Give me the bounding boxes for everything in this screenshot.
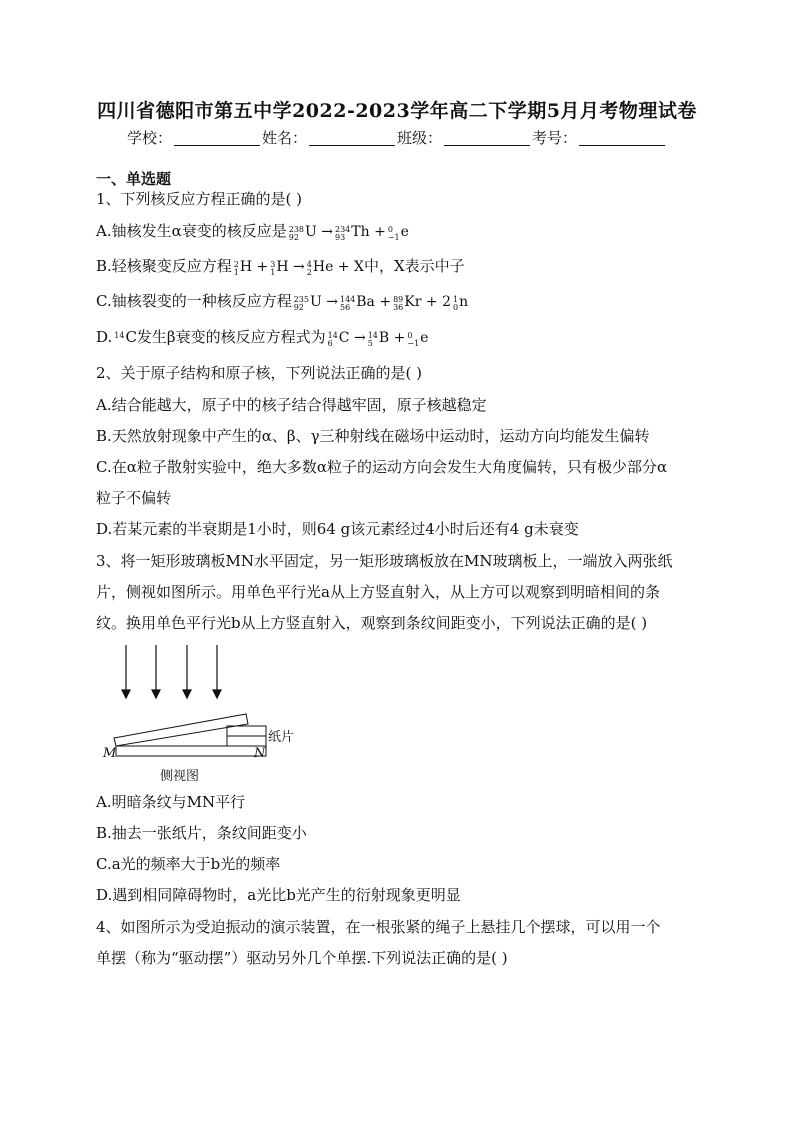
q1-option-d: D. 14 C发生β衰变的核反应方程式为 14 6 C → 14 5 B + 0 −1 e [96, 328, 429, 348]
section-heading: 一、单选题 [96, 170, 172, 188]
q2-stem: 2、关于原子结构和原子核，下列说法正确的是( ) [96, 364, 423, 382]
label-m: M [103, 746, 117, 761]
q4-stem-line1: 4、如图所示为受迫振动的演示装置，在一根张紧的绳子上悬挂几个摆球，可以用一个 [96, 918, 661, 936]
top-glass-plate [114, 714, 248, 746]
ray-arrowhead [183, 690, 191, 698]
school-blank[interactable] [174, 130, 260, 146]
ray-arrowhead [152, 690, 160, 698]
q3-option-b: B.抽去一张纸片，条纹间距变小 [96, 824, 307, 842]
q3-option-a: A.明暗条纹与MN平行 [96, 793, 246, 811]
bottom-glass-plate [116, 746, 266, 756]
q3-stem-line2: 片，侧视如图所示。用单色平行光a从上方竖直射入，从上方可以观察到明暗相间的条 [96, 583, 660, 601]
page-title: 四川省德阳市第五中学2022-2023学年高二下学期5月月考物理试卷 [97, 100, 697, 122]
q1-option-c: C.铀核裂变的一种核反应方程 235 92 U → 144 56 Ba + 89 36 Kr + 2 1 0 n [96, 292, 469, 312]
class-label: 班级： [397, 129, 443, 147]
class-blank[interactable] [444, 130, 530, 146]
side-view-diagram [96, 640, 316, 790]
q4-stem-line2: 单摆（称为“驱动摆”）驱动另外几个单摆.下列说法正确的是( ) [96, 949, 508, 967]
q1-stem: 1、下列核反应方程正确的是( ) [96, 190, 303, 208]
student-info [0, 127, 794, 148]
q2-option-b: B.天然放射现象中产生的α、β、γ三种射线在磁场中运动时，运动方向均能发生偏转 [96, 427, 650, 445]
name-blank[interactable] [309, 130, 395, 146]
q2-option-c-line1: C.在α粒子散射实验中，绝大多数α粒子的运动方向会发生大角度偏转，只有极少部分α [96, 458, 668, 476]
name-label: 姓名： [261, 129, 307, 147]
figure-caption: 侧视图 [160, 769, 200, 784]
q3-option-d: D.遇到相同障碍物时，a光比b光产生的衍射现象更明显 [96, 886, 461, 904]
q3-stem-line1: 3、将一矩形玻璃板MN水平固定，另一矩形玻璃板放在MN玻璃板上，一端放入两张纸 [96, 552, 673, 570]
q1-option-b: B.轻核聚变反应方程 2 1 H + 3 1 H → 4 2 He + X中，X表示中子 [96, 257, 465, 277]
q2-option-d: D.若某元素的半衰期是1小时，则64 g该元素经过4小时后还有4 g未衰变 [96, 520, 579, 538]
q2-option-a: A.结合能越大，原子中的核子结合得越牢固，原子核越稳定 [96, 396, 487, 414]
ray-arrowhead [213, 690, 221, 698]
school-label: 学校： [126, 129, 172, 147]
paper-piece [227, 736, 266, 746]
q1-option-a: A.铀核发生α衰变的核反应是 238 92 U → 234 93 Th + 0 −1 e [96, 222, 409, 242]
q3-stem-line3: 纹。换用单色平行光b从上方竖直射入，观察到条纹间距变小，下列说法正确的是( ) [96, 614, 648, 632]
exam-no-blank[interactable] [579, 130, 665, 146]
ray-arrowhead [122, 690, 130, 698]
paper-label: 纸片 [268, 730, 295, 745]
label-n: N [254, 746, 266, 761]
q3-option-c: C.a光的频率大于b光的频率 [96, 855, 281, 873]
paper-piece [227, 726, 266, 736]
exam-no-label: 考号： [532, 129, 578, 147]
q2-option-c-line2: 粒子不偏转 [96, 489, 172, 507]
